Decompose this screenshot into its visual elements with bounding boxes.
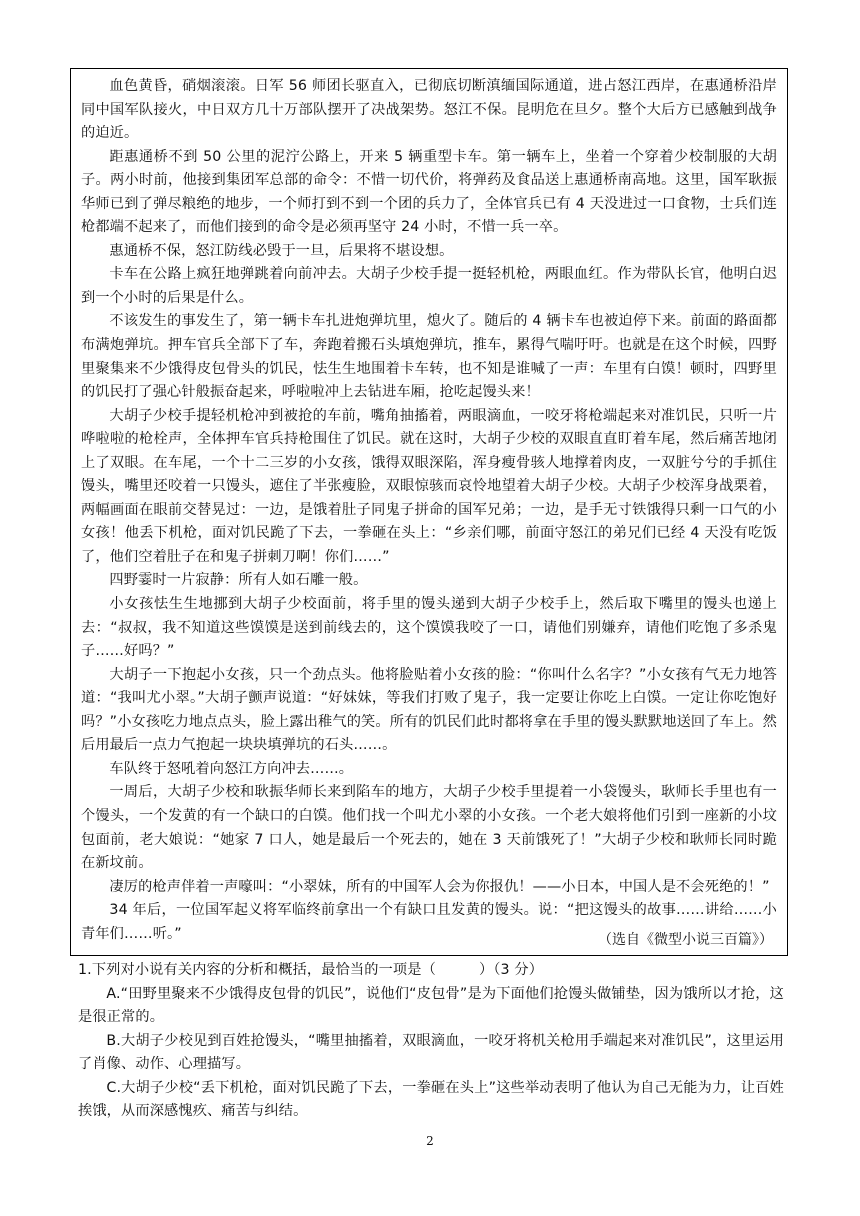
- story-paragraph-3: 惠通桥不保，怒江防线必毁于一旦，后果将不堪设想。: [109, 242, 454, 259]
- story-paragraph-1: 血色黄昏，硝烟滚滚。日军 56 师团长驱直入，已彻底切断滇缅国际通道，进占怒江西岸，在惠通桥沿岸同中国军队接火，中日双方几十万部队摆开了决战架势。怒江不保。昆明危在旦夕。整个大后方已感触到战争的迫近。: [81, 78, 777, 142]
- story-paragraph-9: 大胡子一下抱起小女孩，只一个劲点头。他将脸贴着小女孩的脸：“你叫什么名字？”小女孩有气无力地答道：“我叫尤小翠。”大胡子颤声说道：“好妹妹，等我们打败了鬼子，我一定要让你吃上白馍。一定让你吃饱好吗？”小女孩吃力地点点头，脸上露出稚气的笑。所有的饥民们此时都将拿在手里的馒头默默地送回了车上。然后用最后一点力气抱起一块块填弹坑的石头……。: [81, 666, 777, 754]
- page-number: 2: [426, 1134, 434, 1148]
- story-paragraph-10: 车队终于怒吼着向怒江方向冲去……。: [109, 760, 354, 777]
- story-paragraph-6: 大胡子少校手提轻机枪冲到被抢的车前，嘴角抽搐着，两眼滴血，一咬牙将枪端起来对准饥民，只听一片哗啦啦的枪栓声，全体押车官兵持枪围住了饥民。就在这时，大胡子少校的双眼直直盯着车尾，然后痛苦地闭上了双眼。在车尾，一个十二三岁的小女孩，饿得双眼深陷，浑身瘦骨骇人地撑着肉皮，一双脏兮兮的手抓住馒头，嘴里还咬着一只馒头，遮住了半张瘦脸，双眼惊骇而哀怜地望着大胡子少校。大胡子少校浑身战栗着，两幅画面在眼前交替晃过：一边，是饿着肚子同鬼子拼命的国军兄弟；一边，是手无寸铁饿得只剩一口气的小女孩！他丢下机枪，面对饥民跪了下去，一拳砸在头上：“乡亲们哪，前面守怒江的弟兄们已经 4 天没有吃饭了，他们空着肚子在和鬼子拼刺刀啊！你们……”: [81, 407, 777, 565]
- story-paragraph-4: 卡车在公路上疯狂地弹跳着向前冲去。大胡子少校手提一挺轻机枪，两眼血红。作为带队长官，他明白迟到一个小时的后果是什么。: [81, 266, 777, 306]
- question-section: [78, 959, 784, 1124]
- option-a: A.“田野里聚来不少饿得皮包骨的饥民”，说他们“皮包骨”是为下面他们抢馒头做铺垫，因为饿所以才抢，这是很正常的。: [78, 985, 784, 1026]
- story-passage-box: [70, 68, 788, 956]
- story-paragraph-7: 四野霎时一片寂静：所有人如石雕一般。: [109, 572, 368, 589]
- option-b: B.大胡子少校见到百姓抢馒头，“嘴里抽搐着，双眼滴血，一咬牙将机关枪用手端起来对准饥民”，这里运用了肖像、动作、心理描写。: [78, 1032, 784, 1073]
- story-paragraph-11: 一周后，大胡子少校和耿振华师长来到陷车的地方，大胡子少校手里提着一小袋馒头，耿师长手里也有一个馒头，一个发黄的有一个缺口的白馍。他们找一个叫尤小翠的小女孩。一个老大娘将他们引到一座新的小坟包面前，老大娘说：“她家 7 口人，她是最后一个死去的，她在 3 天前饿死了！”大胡子少校和耿师长同时跪在新坟前。: [81, 784, 777, 872]
- story-paragraph-13: 34 年后，一位国军起义将军临终前拿出一个有缺口且发黄的馒头。说：“把这馒头的故事……讲给……小青年们……听。”: [81, 902, 777, 942]
- option-c: C.大胡子少校“丢下机枪，面对饥民跪了下去，一拳砸在头上”这些举动表明了他认为自己无能为力，让百姓挨饿，从而深感愧疚、痛苦与纠结。: [78, 1079, 784, 1120]
- source-citation: （选自《微型小说三百篇》）: [598, 932, 773, 948]
- story-paragraph-2: 距惠通桥不到 50 公里的泥泞公路上，开来 5 辆重型卡车。第一辆车上，坐着一个穿着少校制服的大胡子。两小时前，他接到集团军总部的命令：不惜一切代价，将弹药及食品送上惠通桥南高地。这里，国军耿振华师已到了弹尽粮绝的地步，一个师打到不到一个团的兵力了，全体官兵已有 4 天没进过一口食物，士兵们连枪都端不起来了，而他们接到的命令是必须再坚守 24 小时，不惜一兵一卒。: [81, 148, 777, 236]
- question-1-stem: 1.下列对小说有关内容的分析和概括，最恰当的一项是（ ）（3 分）: [78, 962, 544, 978]
- story-paragraph-12: 凄厉的枪声伴着一声嚎叫：“小翠妹，所有的中国军人会为你报仇！——小日本，中国人是不会死绝的！”: [109, 878, 770, 895]
- story-paragraph-5: 不该发生的事发生了，第一辆卡车扎进炮弹坑里，熄火了。随后的 4 辆卡车也被迫停下来。前面的路面都布满炮弹坑。押车官兵全部下了车，奔跑着搬石头填炮弹坑，推车，累得气喘吁吁。也就是在这个时候，四野里聚集来不少饿得皮包骨头的饥民，怯生生地围着卡车转，也不知是谁喊了一声：车里有白馍！顿时，四野里的饥民打了强心针般振奋起来，呼啦啦冲上去钻进车厢，抢吃起馒头来！: [81, 313, 777, 401]
- story-paragraph-8: 小女孩怯生生地挪到大胡子少校面前，将手里的馒头递到大胡子少校手上，然后取下嘴里的馒头也递上去：“叔叔，我不知道这些馍馍是送到前线去的，这个馍馍我咬了一口，请他们别嫌弃，请他们吃饱了多杀鬼子……好吗？”: [81, 596, 777, 660]
